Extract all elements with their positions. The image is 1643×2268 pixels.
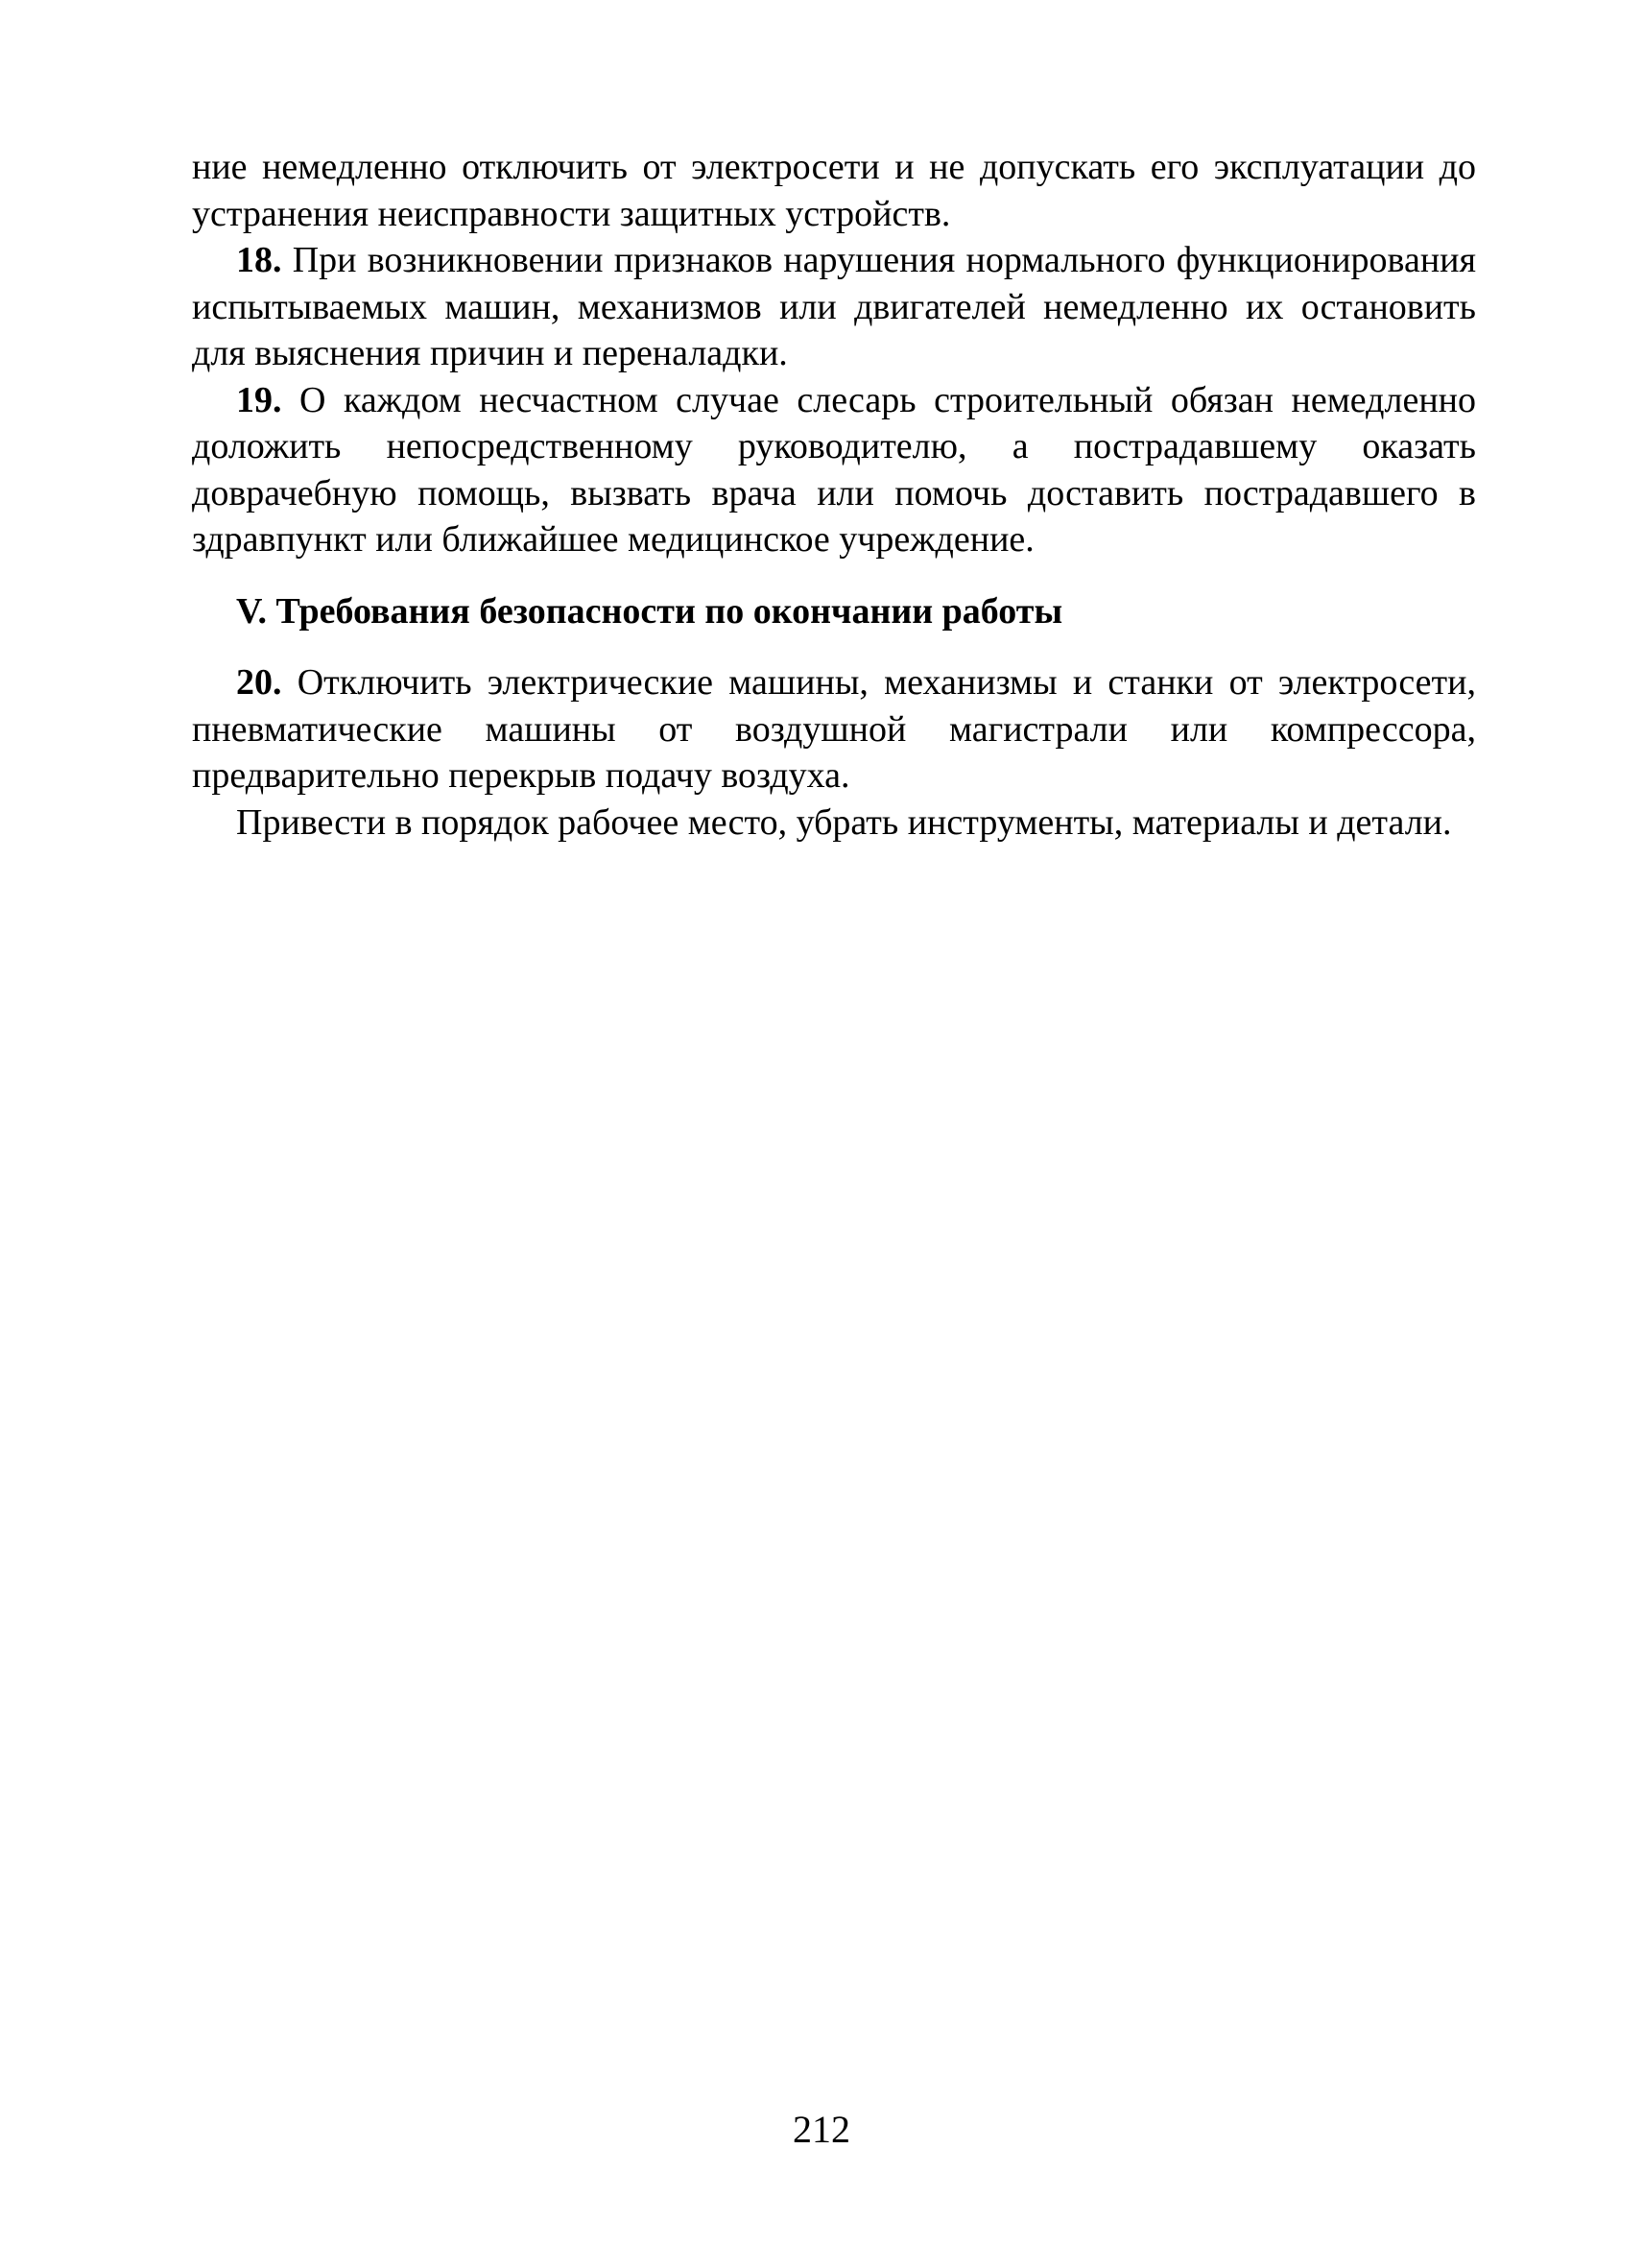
item-19-paragraph (192, 377, 1476, 563)
page-number: 212 (793, 2108, 850, 2151)
item-20-number: 20. (236, 662, 282, 703)
final-paragraph: Привести в порядок рабочее место, убрать инструменты, материалы и детали. (236, 801, 1452, 843)
page-body (192, 144, 1476, 846)
continuation-paragraph: ние немедленно отключить от электросети и не допускать его эксплуатации до устранения неисправности защитных устройств. (192, 147, 1476, 234)
item-18-paragraph (192, 237, 1476, 377)
item-19-number: 19. (236, 379, 282, 420)
section-heading: V. Требования безопасности по окончании работы (236, 590, 1063, 632)
item-20-paragraph (192, 659, 1476, 800)
item-20-text: Отключить электрические машины, механизмы и станки от электросети, пневматические машины от воздушной магистрали или компрессора, предварительно перекрыв подачу воздуха. (192, 662, 1476, 796)
item-18-text: При возникновении признаков нарушения нормального функционирования испытываемых машин, механизмов или двигателей немедленно их остановить для выяснения причин и переналадки. (192, 240, 1476, 373)
item-18-number: 18. (236, 240, 282, 280)
item-19-text: О каждом несчастном случае слесарь строительный обязан немедленно доложить непосредственному руководителю, а пострадавшему оказать доврачебную помощь, вызвать врача или помочь доставить пострадавшего в здравпункт или ближайшее медицинское учреждение. (192, 379, 1476, 560)
